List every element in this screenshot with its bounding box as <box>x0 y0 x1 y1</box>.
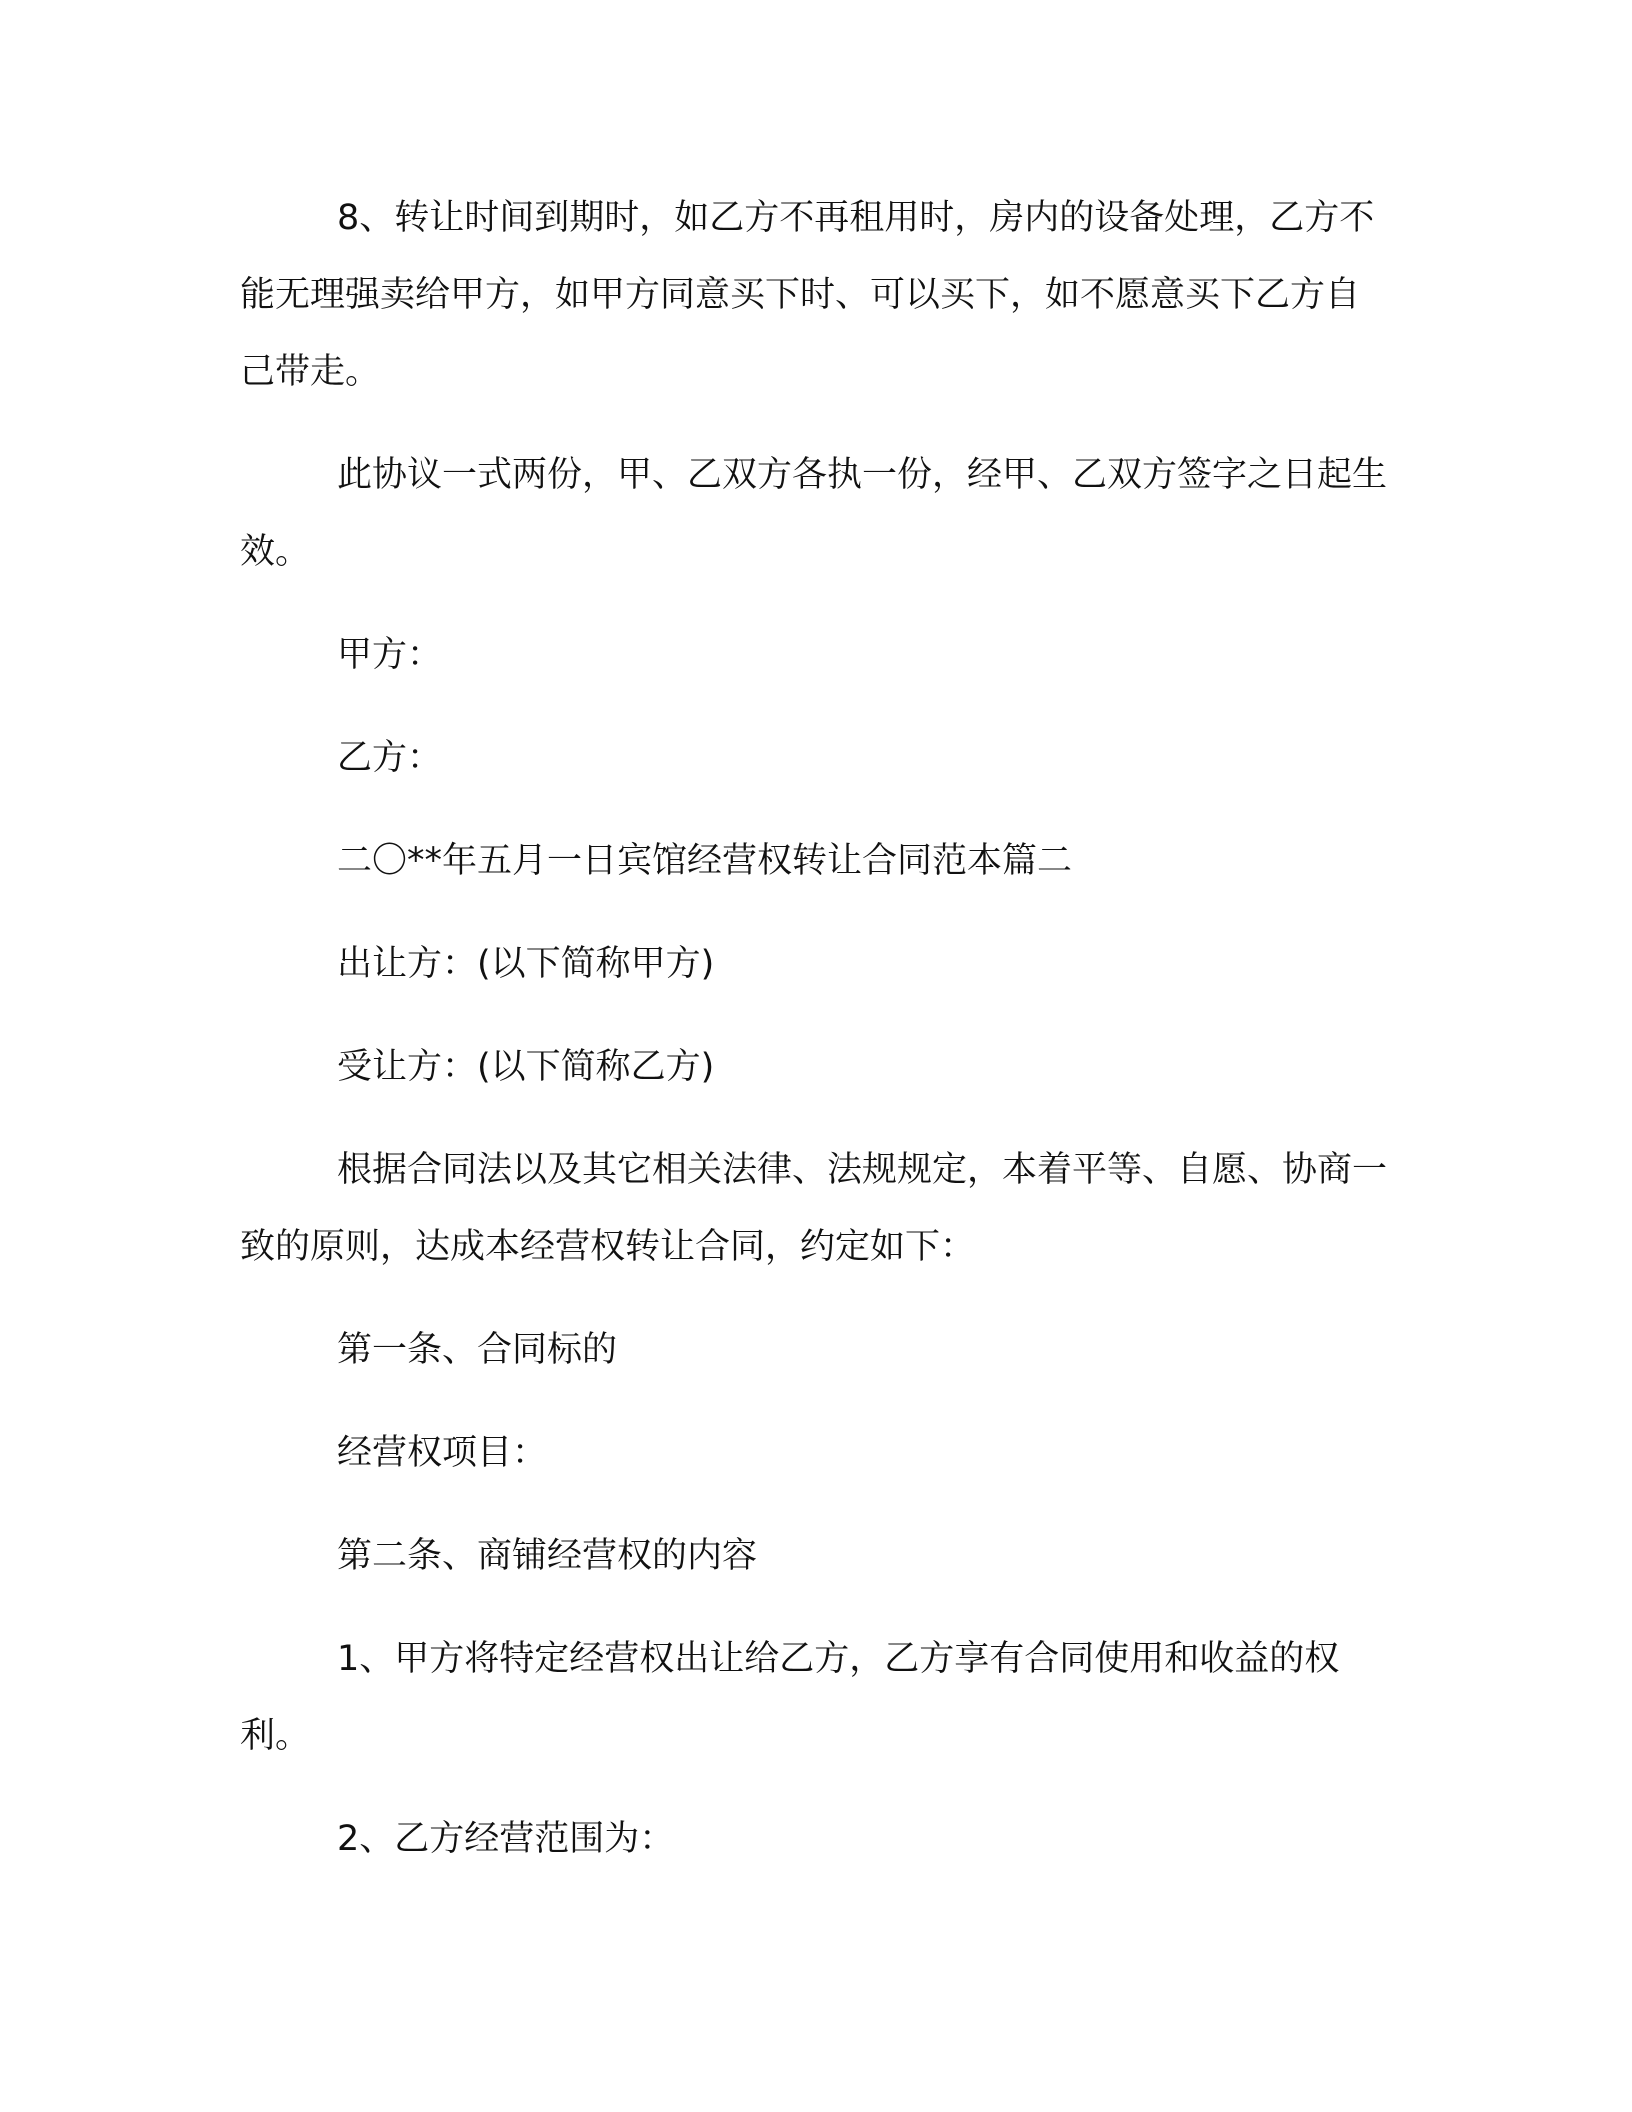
business-right-item: 经营权项目： <box>337 1433 548 1473</box>
clause-1: 1、甲方将特定经营权出让给乙方，乙方享有合同使用和收益的权利。 <box>240 1639 1340 1756</box>
paragraph-preamble: 根据合同法以及其它相关法律、法规规定，本着平等、自愿、协商一致的原则，达成本经营权转让合同，约定如下： <box>240 1150 1388 1267</box>
transferee-line: 受让方：(以下简称乙方) <box>337 1047 715 1087</box>
document-date-and-title: 二〇**年五月一日宾馆经营权转让合同范本篇二 <box>337 841 1073 881</box>
article-2-heading: 第二条、商铺经营权的内容 <box>337 1536 758 1576</box>
party-a-signature-line: 甲方： <box>337 635 443 675</box>
clause-2: 2、乙方经营范围为： <box>337 1819 675 1859</box>
paragraph-clause-8: 8、转让时间到期时，如乙方不再租用时，房内的设备处理，乙方不能无理强卖给甲方，如甲方同意买下时、可以买下，如不愿意买下乙方自己带走。 <box>240 198 1375 392</box>
transferor-line: 出让方：(以下简称甲方) <box>337 944 715 984</box>
party-b-signature-line: 乙方： <box>337 738 443 778</box>
paragraph-effect: 此协议一式两份，甲、乙双方各执一份，经甲、乙双方签字之日起生效。 <box>240 455 1388 572</box>
article-1-heading: 第一条、合同标的 <box>337 1330 618 1370</box>
